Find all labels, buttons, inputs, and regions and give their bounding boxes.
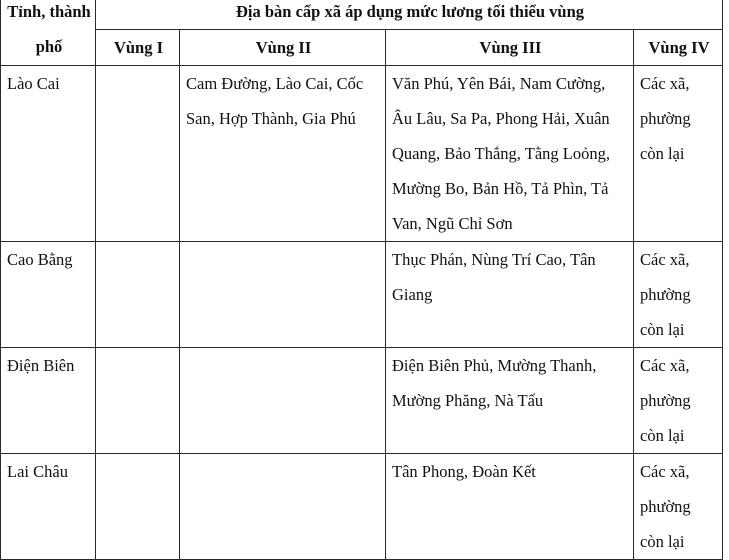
region-1-cell [96, 66, 180, 242]
region-group-header: Địa bàn cấp xã áp dụng mức lương tối thiểu vùng [96, 0, 723, 30]
region-1-cell [96, 348, 180, 454]
province-cell: Điện Biên [1, 348, 96, 454]
province-cell: Lào Cai [1, 66, 96, 242]
region-3-cell: Thục Phán, Nùng Trí Cao, Tân Giang [386, 242, 634, 348]
region-4-cell: Các xã, phường còn lại [634, 242, 723, 348]
province-cell: Cao Bằng [1, 242, 96, 348]
region-2-cell [180, 348, 386, 454]
region-2-cell [180, 242, 386, 348]
region-2-cell [180, 454, 386, 560]
region-1-header: Vùng I [96, 30, 180, 66]
region-3-cell: Điện Biên Phủ, Mường Thanh, Mường Phăng, Nà Tấu [386, 348, 634, 454]
region-4-header: Vùng IV [634, 30, 723, 66]
table-row [1, 454, 723, 560]
table-row [1, 66, 723, 242]
region-2-cell: Cam Đường, Lào Cai, Cốc San, Hợp Thành, Gia Phú [180, 66, 386, 242]
region-4-cell: Các xã, phường còn lại [634, 454, 723, 560]
region-1-cell [96, 454, 180, 560]
table-row [1, 348, 723, 454]
region-4-cell: Các xã, phường còn lại [634, 348, 723, 454]
header-row-1 [1, 0, 723, 30]
region-1-cell [96, 242, 180, 348]
region-3-cell: Văn Phú, Yên Bái, Nam Cường, Âu Lâu, Sa Pa, Phong Hải, Xuân Quang, Bảo Thắng, Tằng Loỏng, Mường Bo, Bản Hồ, Tả Phìn, Tả Van, Ngũ Chỉ Sơn [386, 66, 634, 242]
province-column-header: Tỉnh, thành phố [1, 0, 96, 66]
region-4-cell: Các xã, phường còn lại [634, 66, 723, 242]
header-row-2 [1, 30, 723, 66]
province-cell: Lai Châu [1, 454, 96, 560]
region-2-header: Vùng II [180, 30, 386, 66]
table-row [1, 242, 723, 348]
region-3-header: Vùng III [386, 30, 634, 66]
region-3-cell: Tân Phong, Đoàn Kết [386, 454, 634, 560]
